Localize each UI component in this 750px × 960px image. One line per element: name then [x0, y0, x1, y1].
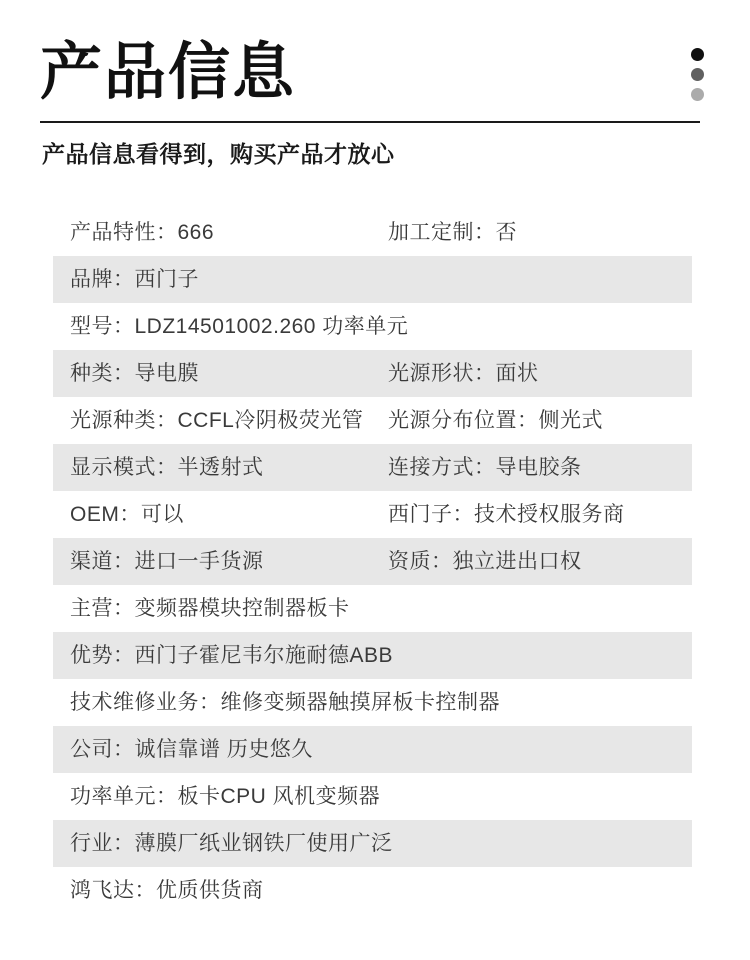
table-row [53, 491, 692, 538]
page-title: 产品信息 [40, 38, 297, 107]
table-row [53, 726, 692, 773]
table-row [53, 773, 692, 820]
attribute-cell: 光源分布位置：侧光式 [388, 409, 603, 432]
table-row [53, 303, 692, 350]
table-row [53, 867, 692, 914]
attribute-cell: 连接方式：导电胶条 [388, 456, 582, 479]
table-row [53, 256, 692, 303]
attribute-cell: 行业：薄膜厂纸业钢铁厂使用广泛 [70, 832, 393, 855]
attribute-cell: OEM：可以 [70, 503, 184, 526]
table-row [53, 397, 692, 444]
table-row [53, 209, 692, 256]
attribute-cell: 主营：变频器模块控制器板卡 [70, 597, 350, 620]
page-subtitle: 产品信息看得到，购买产品才放心 [42, 141, 395, 167]
attribute-cell: 技术维修业务：维修变频器触摸屏板卡控制器 [70, 691, 500, 714]
attribute-cell: 鸿飞达：优质供货商 [70, 879, 264, 902]
attribute-cell: 功率单元：板卡CPU 风机变频器 [70, 785, 381, 808]
attribute-cell: 光源种类：CCFL冷阴极荧光管 [70, 409, 364, 432]
attribute-cell: 产品特性：666 [70, 221, 215, 244]
table-row [53, 538, 692, 585]
table-row [53, 585, 692, 632]
table-row [53, 444, 692, 491]
attribute-cell: 型号：LDZ14501002.260 功率单元 [70, 315, 409, 338]
dots-ornament [691, 48, 704, 101]
attribute-cell: 品牌：西门子 [70, 268, 199, 291]
attributes-table [53, 209, 692, 914]
attribute-cell: 种类：导电膜 [70, 362, 199, 385]
table-row [53, 820, 692, 867]
dot-icon [691, 68, 704, 81]
table-row [53, 679, 692, 726]
table-row [53, 350, 692, 397]
attribute-cell: 优势：西门子霍尼韦尔施耐德ABB [70, 644, 394, 667]
attribute-cell: 渠道：进口一手货源 [70, 550, 264, 573]
table-row [53, 632, 692, 679]
attribute-cell: 显示模式：半透射式 [70, 456, 264, 479]
attribute-cell: 资质：独立进出口权 [388, 550, 582, 573]
dot-icon [691, 88, 704, 101]
attribute-cell: 公司：诚信靠谱 历史悠久 [70, 738, 313, 761]
title-divider [40, 121, 700, 123]
attribute-cell: 光源形状：面状 [388, 362, 539, 385]
attribute-cell: 西门子：技术授权服务商 [388, 503, 625, 526]
attribute-cell: 加工定制：否 [388, 221, 517, 244]
dot-icon [691, 48, 704, 61]
